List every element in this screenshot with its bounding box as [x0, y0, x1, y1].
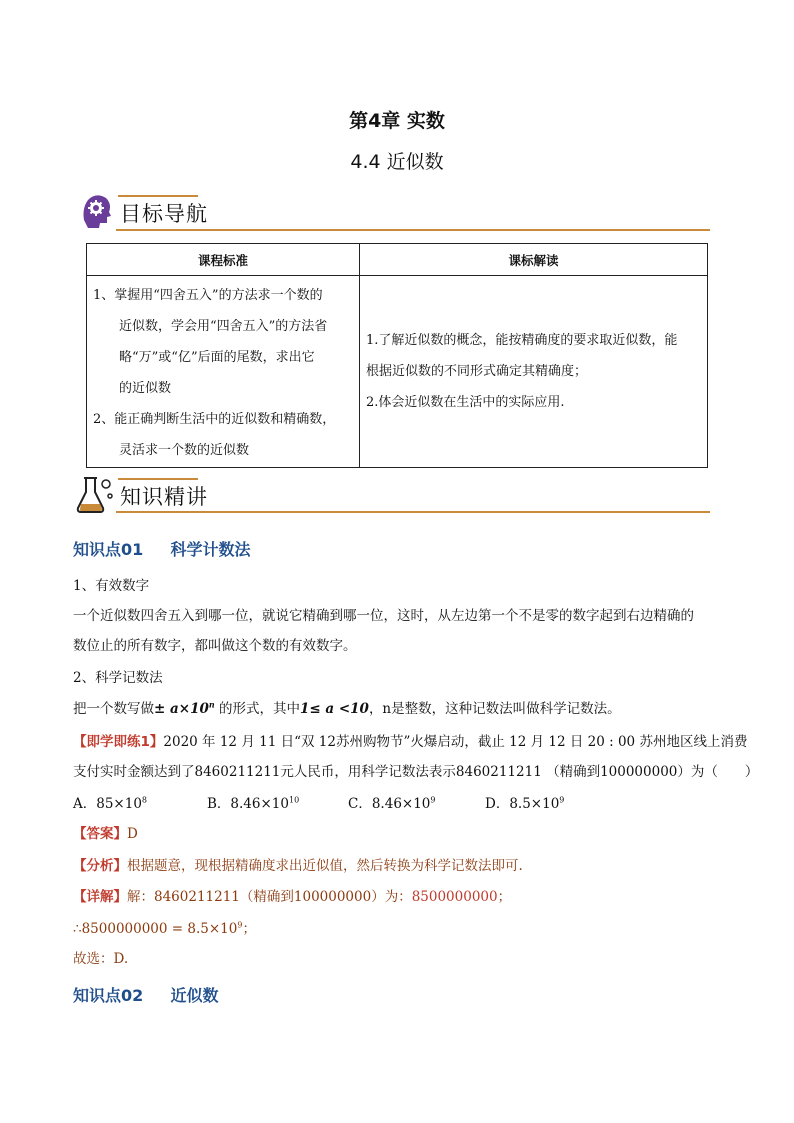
table-cell-standards: [87, 276, 360, 468]
answer-value: D: [127, 826, 138, 842]
detail-line: 故选：D.: [73, 951, 129, 967]
kp2-title: 近似数: [170, 986, 219, 1005]
detail-text: 解：8460211211（精确到100000000）为：: [127, 889, 412, 905]
banner2-top-line: [118, 478, 198, 480]
formula-condition: 1≤ a <10: [299, 701, 369, 717]
kp1-label: 知识点01: [73, 540, 144, 559]
table-header-standards: 课程标准: [87, 244, 360, 276]
chapter-title: 第4章 实数: [349, 110, 445, 132]
option-value: 8.5×10: [509, 796, 560, 812]
analysis-line: [73, 854, 523, 874]
detail-punct: ；: [497, 889, 512, 905]
kp1-title: 科学计数法: [170, 540, 251, 559]
detail-line: [73, 917, 256, 937]
banner1-underline: [116, 229, 710, 231]
practice-line: [73, 730, 747, 750]
kp1-heading: [73, 537, 250, 560]
detail-equation: ∴8500000000 = 8.5×10: [73, 921, 238, 937]
option-label: B．: [207, 796, 231, 812]
std-line: 2、能正确判断生活中的近似数和精确数，: [93, 412, 336, 427]
banner1-label: 目标导航: [120, 202, 208, 226]
table-header-interpretation: 课标解读: [360, 244, 708, 276]
option-b: [207, 792, 299, 812]
std-line: 略“万”或“亿”后面的尾数，求出它: [119, 350, 315, 365]
banner2-underline: [116, 511, 710, 513]
option-value: 8.46×10: [371, 796, 431, 812]
std-line: 的近似数: [119, 381, 172, 396]
formula: [154, 701, 215, 717]
analysis-text: 根据题意，现根据精确度求出近似值，然后转换为科学记数法即可.: [127, 858, 523, 874]
practice-text: 2020 年 12 月 11 日“双 12苏州购物节”火爆启动，截止 12 月 12 日 20 : 00 苏州地区线上消费: [163, 734, 748, 750]
interp-line: 2.体会近似数在生活中的实际应用.: [366, 395, 565, 410]
std-line: 1、掌握用“四舍五入”的方法求一个数的: [93, 288, 323, 303]
standards-table: [86, 243, 708, 468]
option-label: D．: [485, 796, 510, 812]
practice-tag: 【即学即练1】: [73, 734, 164, 750]
p2-body: [73, 697, 621, 717]
std-line: 灵活求一个数的近似数: [119, 443, 250, 458]
option-d: [485, 792, 564, 812]
option-value: 85×10: [96, 796, 142, 812]
option-a: [73, 792, 147, 812]
detail-line: [73, 885, 511, 905]
p1-body-line: 一个近似数四舍五入到哪一位，就说它精确到哪一位，这时，从左边第一个不是零的数字起到右边精确的: [73, 608, 694, 624]
detail-exp: 9: [237, 920, 243, 930]
practice-line: 支付实时金额达到了8460211211元人民币，用科学记数法表示8460211211 （精确到100000000）为（ ）: [73, 764, 759, 780]
option-value: 8.46×10: [230, 796, 289, 812]
formula-base: ± a×10: [154, 701, 209, 717]
option-exp: 9: [430, 795, 436, 805]
flask-icon: [76, 474, 114, 514]
option-exp: 8: [141, 795, 148, 805]
p2-heading: 2、科学记数法: [73, 670, 163, 686]
p1-heading: 1、有效数字: [73, 578, 150, 594]
option-label: A．: [73, 796, 97, 812]
p2-text: 把一个数写做: [73, 701, 154, 717]
formula-exp: n: [208, 699, 215, 710]
answer-tag: 【答案】: [73, 826, 127, 842]
option-exp: 9: [559, 795, 565, 805]
answer-line: [73, 822, 138, 842]
detail-value: 8500000000: [411, 889, 498, 905]
kp2-heading: [73, 983, 218, 1006]
option-label: C．: [348, 796, 372, 812]
option-exp: 10: [288, 795, 300, 805]
banner2-label: 知识精讲: [120, 485, 208, 509]
kp2-label: 知识点02: [73, 986, 144, 1005]
interp-line: 1.了解近似数的概念，能按精确度的要求取近似数，能: [366, 333, 678, 348]
brain-head-icon: [76, 190, 116, 230]
p2-text: 的形式，其中: [214, 701, 300, 717]
section-title: 4.4 近似数: [350, 151, 444, 173]
option-c: [348, 792, 436, 812]
interp-line: 根据近似数的不同形式确定其精确度；: [366, 364, 588, 379]
p1-body-line: 数位止的所有数字，都叫做这个数的有效数字。: [73, 638, 357, 654]
p2-text: ，n是整数，这种记数法叫做科学记数法。: [368, 701, 621, 717]
detail-punct: ；: [242, 921, 256, 937]
std-line: 近似数，学会用“四舍五入”的方法省: [119, 319, 328, 334]
analysis-tag: 【分析】: [73, 858, 127, 874]
banner1-top-line: [118, 195, 198, 197]
detail-tag: 【详解】: [73, 889, 127, 905]
table-cell-interpretation: [360, 276, 708, 468]
